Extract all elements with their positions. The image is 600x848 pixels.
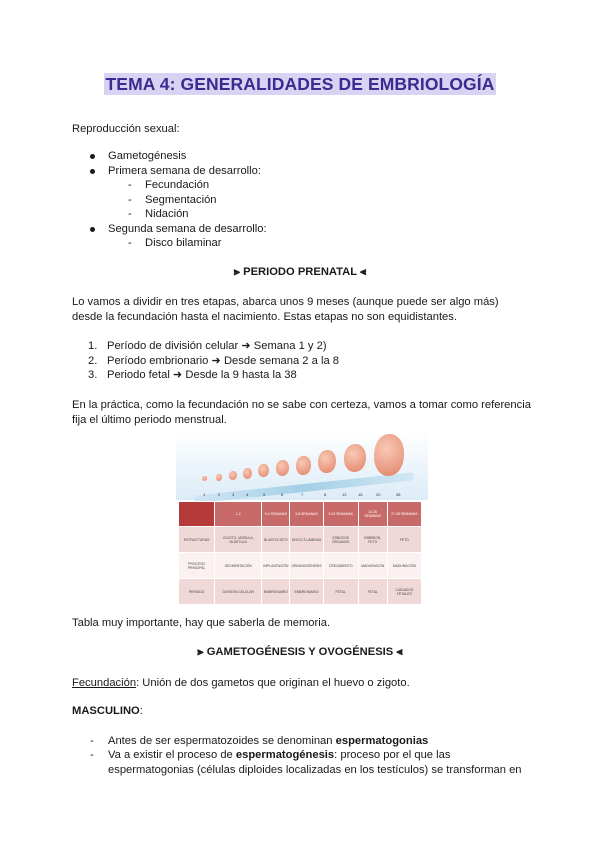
dash-marker: - (128, 208, 132, 220)
embryo-icon (276, 460, 289, 476)
sub-list-item: Nidación (145, 208, 189, 220)
paragraph-line: En la práctica, como la fecundación no se sabe con certeza, vamos a tomar como referencia (72, 399, 531, 411)
embryo-development-figure (176, 432, 428, 612)
stage-text: Período embrionario ➜ Desde semana 2 a la 8 (107, 355, 340, 367)
embryo-icon (229, 471, 237, 480)
table-cell: DISCO 3 LÁMINAS (290, 527, 323, 553)
week-label: 12 (342, 492, 347, 497)
table-row (179, 553, 422, 579)
masculino-item (108, 734, 428, 748)
table-header-cell: 5-8 SEMANAS (290, 502, 323, 527)
list-item: Segunda semana de desarrollo: (108, 223, 267, 235)
stage-number: 2. (88, 355, 98, 367)
bullet-dot (90, 169, 95, 174)
stage-text: Período de división celular ➜ Semana 1 y 2) (107, 340, 327, 352)
table-header-cell: 9-12 SEMANAS (323, 502, 358, 527)
week-label: 3 (232, 492, 235, 497)
table-row (179, 527, 422, 553)
embryo-icon (258, 464, 269, 477)
masculino-item-continuation: espermatogonias (células diploides localizadas en los testículos) se transforman en (108, 764, 522, 776)
masculino-colon: : (139, 705, 143, 717)
table-cell: DIVISIÓN CELULAR (215, 579, 262, 605)
list-item: Primera semana de desarrollo: (108, 165, 261, 177)
table-cell: EMBRIONARIO (290, 579, 323, 605)
week-label: 6 (281, 492, 284, 497)
masculino-item (108, 748, 450, 762)
fecundacion-term: Fecundación (72, 677, 137, 689)
week-label: 1 (203, 492, 206, 497)
embryo-icon (344, 444, 366, 472)
table-header-row (179, 502, 422, 527)
sub-list-item: Segmentación (145, 194, 217, 206)
table-cell: FETAL (358, 579, 387, 605)
table-cell: PERIODO (179, 579, 215, 605)
dash-marker: - (90, 749, 94, 761)
section-heading-prenatal: ⫸ PERIODO PRENATAL ⫷ (233, 266, 367, 278)
table-cell: EMBRIONARIO (262, 579, 290, 605)
table-cell: BLASTOCISTO (262, 527, 290, 553)
masculino-item-text: : proceso por el que las (334, 749, 451, 761)
masculino-item-text: Antes de ser espermatozoides se denominan (108, 735, 336, 747)
masculino-label: MASCULINO (72, 705, 140, 717)
table-cell: FETAL (323, 579, 358, 605)
masculino-item-bold: espermatogonias (335, 735, 429, 747)
embryo-icon (318, 450, 336, 473)
week-label: 5 (263, 492, 266, 497)
paragraph-line: fija el último periodo menstrual. (72, 414, 227, 426)
week-label: 16 (358, 492, 363, 497)
dash-marker: - (128, 179, 132, 191)
table-cell: SEGMENTACIÓN (215, 553, 262, 579)
week-label: 2 (218, 492, 221, 497)
illustration-floor (194, 472, 414, 503)
table-header-cell: 27-38 SEMANAS (387, 502, 421, 527)
table-header-cell: 3-4 SEMANAS (262, 502, 290, 527)
embryo-icon (296, 456, 311, 475)
table-cell: CUIDADOS FETALES (387, 579, 421, 605)
week-label: 20 (376, 492, 381, 497)
week-label: 7 (301, 492, 304, 497)
table-cell: MADURACIÓN (358, 553, 387, 579)
table-cell: MADURACIÓN (387, 553, 421, 579)
fecundacion-text: : Unión de dos gametos que originan el huevo o zigoto. (136, 677, 410, 689)
embryo-icon (243, 468, 252, 479)
table-header-cell (179, 502, 215, 527)
intro-label: Reproducción sexual: (72, 123, 180, 135)
page-title-text: TEMA 4: GENERALIDADES DE EMBRIOLOGÍA (105, 74, 495, 94)
dash-marker: - (128, 194, 132, 206)
table-cell: CRECIMIENTO (323, 553, 358, 579)
masculino-item-bold: espermatogénesis (235, 749, 335, 761)
fecundacion-definition (72, 676, 410, 690)
bullet-dot (90, 227, 95, 232)
table-row (179, 579, 422, 605)
table-cell: ESTRUCTURAS (179, 527, 215, 553)
table-note: Tabla muy importante, hay que saberla de memoria. (72, 617, 331, 629)
embryo-icon (202, 476, 207, 481)
table-cell: FETO (387, 527, 421, 553)
table-cell: IMPLANTACIÓN (262, 553, 290, 579)
paragraph-line: Lo vamos a dividir en tres etapas, abarca unos 9 meses (aunque puede ser algo más) (72, 296, 499, 308)
embryo-illustration (176, 432, 428, 500)
week-label: 38 (396, 492, 401, 497)
sub-list-item: Fecundación (145, 179, 210, 191)
stage-text: Periodo fetal ➜ Desde la 9 hasta la 38 (107, 369, 297, 381)
dash-marker: - (128, 237, 132, 249)
stage-number: 3. (88, 369, 98, 381)
list-item: Gametogénesis (108, 150, 187, 162)
development-table (178, 501, 422, 605)
table-header-cell: 1-2 (215, 502, 262, 527)
week-label: 8 (324, 492, 327, 497)
table-cell: CIGOTO, MÓRULA, BLÁSTULA (215, 527, 262, 553)
table-header-cell: 13-26 SEMANAS (358, 502, 387, 527)
embryo-icon (374, 434, 404, 476)
embryo-icon (216, 474, 222, 481)
masculino-item-text: Va a existir el proceso de (108, 749, 236, 761)
table-cell: ORGANOGÉNESIS (290, 553, 323, 579)
table-cell: ESBOZOS ÓRGANOS (323, 527, 358, 553)
table-cell: EMBRIÓN, FETO (358, 527, 387, 553)
page-title (0, 74, 600, 95)
section-heading-gametogenesis: ⫸ GAMETOGÉNESIS Y OVOGÉNESIS ⫷ (197, 646, 403, 658)
masculino-heading (72, 704, 143, 718)
dash-marker: - (90, 735, 94, 747)
paragraph-line: desde la fecundación hasta el nacimiento. Estas etapas no son equidistantes. (72, 311, 457, 323)
table-cell: PROCESO PRINCIPAL (179, 553, 215, 579)
stage-number: 1. (88, 340, 98, 352)
sub-list-item: Disco bilaminar (145, 237, 222, 249)
bullet-dot (90, 154, 95, 159)
week-label: 4 (246, 492, 249, 497)
